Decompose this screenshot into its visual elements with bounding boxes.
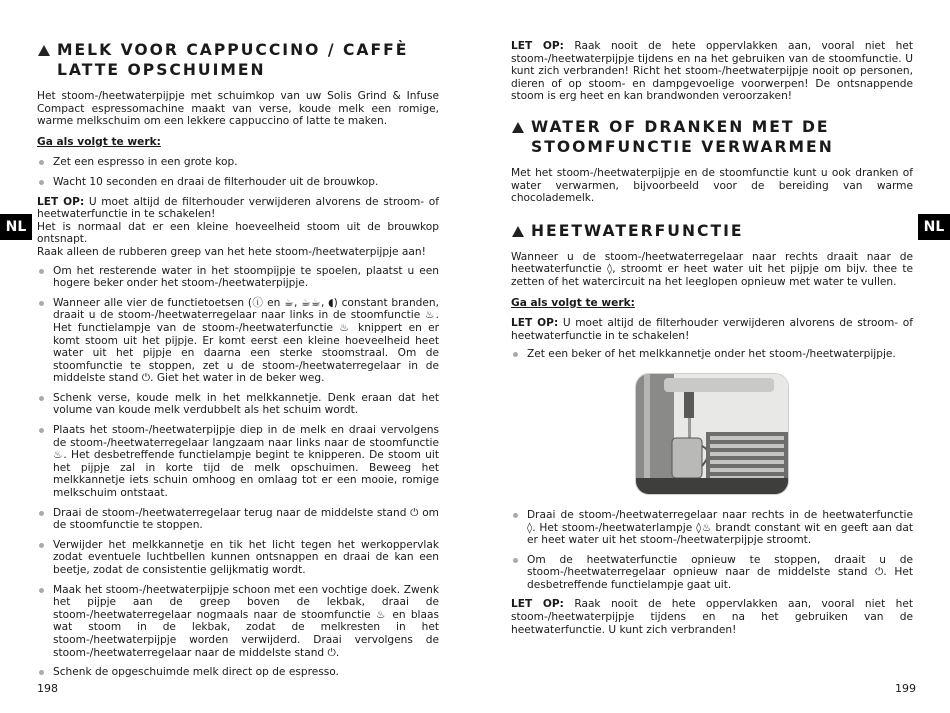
steps-title: Ga als volgt te werk: [37,135,161,148]
list-item: Draai de stoom-/heetwaterregelaar naar rechts in de heetwaterfunctie ◊. Het stoom-/heetwaterlampje ◊♨ brandt constant wit en geeft aan dat er heet water uit het stoom-/heetwaterpijpje stroomt. [511,509,913,547]
right-page [511,40,913,642]
list-item: Verwijder het melkkannetje en tik het licht tegen het werkoppervlak zodat eventuele luchtbellen kunnen ontsnappen en draai de kan een beetje, zodat de consistentie gelijkmatig wordt. [37,539,439,577]
heading-text: MELK VOOR CAPPUCCINO / CAFFÈ LATTE OPSCHUIMEN [57,41,409,79]
steps-title: Ga als volgt te werk: [511,296,635,309]
bullet-list-a [511,348,913,361]
language-tab-right: NL [918,214,950,240]
heading-text: WATER OF DRANKEN MET DE STOOMFUNCTIE VERWARMEN [531,117,834,156]
list-item: Wacht 10 seconden en draai de filterhouder uit de brouwkop. [37,176,439,189]
page-number-right: 199 [895,682,916,695]
list-item: Schenk verse, koude melk in het melkkannetje. Denk eraan dat het volume van koude melk verdubbelt als het schuim wordt. [37,392,439,417]
list-item: Wanneer alle vier de functietoetsen (ⓘ en ☕, ☕☕, ◖) constant branden, draait u de stoom-/heetwaterregelaar naar links in de stoomfunctie ♨. Het functielampje van de stoom-/heetwaterfunctie ♨ knippert en er komt stoom uit het pijpje. Er komt eerst een kleine hoeveelheid heet water uit het pijpje en daarna een sterke stoomstraal. Om de stoomfunctie te stoppen, zet u de stoom-/heetwaterregelaar in de middelste stand ⏻. Giet het water in de beker weg. [37,297,439,385]
espresso-machine-photo [635,373,789,495]
list-item: Zet een espresso in een grote kop. [37,156,439,169]
page-number-left: 198 [37,682,58,695]
language-tab-left: NL [0,214,32,240]
bullet-list-b [511,509,913,592]
warning-text: Raak nooit de hete oppervlakken aan, vooral niet het stoom-/heetwaterpijpje tijdens en na het gebruiken van de heetwaterfunctie. U kunt zich verbranden! [511,598,913,636]
heading-hot-water [511,221,913,241]
list-item: Om het resterende water in het stoompijpje te spoelen, plaatst u een hogere beker onder het stoom-/heetwaterpijpje. [37,265,439,290]
list-item: Plaats het stoom-/heetwaterpijpje diep in de melk en draai vervolgens de stoom-/heetwaterregelaar langzaam naar links naar de stoomfunctie ♨. Het desbetreffende functielampje begint te knipperen. De stoom uit het pijpje zal in korte tijd de melk opschuimen. Beweeg het melkkannetje iets schuin omhoog en omlaag tot er een mooie, romige melkschuim ontstaat. [37,424,439,500]
warning-label: LET OP: [511,40,564,52]
left-page [37,40,439,686]
grip-warning-text: Raak alleen de rubberen greep van het hete stoom-/heetwaterpijpje aan! [37,245,426,258]
steam-heating-paragraph: Met het stoom-/heetwaterpijpje en de stoomfunctie kunt u ook dranken of water verwarmen, bijvoorbeeld voor de bereiding van warme chocolademelk. [511,166,913,205]
bullet-list-b [37,265,439,679]
list-item: Om de heetwaterfunctie opnieuw te stoppen, draait u de stoom-/heetwaterregelaar opnieuw naar de middelste stand ⏻. Het desbetreffende functielampje gaat uit. [511,554,913,592]
warning-label: LET OP: [511,598,564,611]
triangle-bullet-icon [512,226,524,237]
list-item: Schenk de opgeschuimde melk direct op de espresso. [37,666,439,679]
heading-steam-heating [511,117,913,157]
note-text: U moet altijd de filterhouder verwijderen alvorens de stroom- of heetwaterfunctie in te schakelen! [37,195,439,221]
warning-paragraph [511,40,913,103]
triangle-bullet-icon [512,122,524,133]
heading-text: HEETWATERFUNCTIE [531,221,744,240]
triangle-bullet-icon [38,45,50,56]
note-paragraph [37,196,439,221]
heading-milk-frothing [37,40,439,80]
note-label: LET OP: [37,195,85,208]
list-item: Draai de stoom-/heetwaterregelaar terug naar de middelste stand ⏻ om de stoomfunctie te stoppen. [37,507,439,532]
hot-water-paragraph: Wanneer u de stoom-/heetwaterregelaar naar rechts draait naar de heetwaterfunctie ◊, stroomt er heet water uit het pijpje om bijv. thee te zetten of het watercircuit na het leeglopen opnieuw met water te vullen. [511,250,913,288]
note-label: LET OP: [511,317,559,330]
intro-paragraph: Het stoom-/heetwaterpijpje met schuimkop van uw Solis Grind & Infuse Compact espressomachine maakt van verse, koude melk een romige, warme melkschuim om een lekkere cappuccino of latte te maken. [37,90,439,128]
warning-text: Raak nooit de hete oppervlakken aan, vooral niet het stoom-/heetwaterpijpje tijdens en na het gebruiken van de stoomfunctie. U kunt zich verbranden! Richt het stoom-/heetwaterpijpje nooit op personen, dieren of op stoom- en dampgevoelige voorwerpen! De ontsnappende stoom is erg heet en kan brandwonden veroorzaken! [511,40,913,103]
normal-steam-text: Het is normaal dat er een kleine hoeveelheid stoom uit de brouwkop ontsnapt. [37,220,439,246]
bullet-list-a [37,156,439,188]
list-item: Maak het stoom-/heetwaterpijpje schoon met een vochtige doek. Zwenk het pijpje aan de greep boven de lekbak, draai de stoom-/heetwaterregelaar nogmaals naar de stoomfunctie ♨ en blaas wat stoom in de lekbak, zodat de melkresten in het stoom-/heetwaterpijpje worden verwijderd. Draai vervolgens de stoom-/heetwaterregelaar naar de middelste stand ⏻. [37,584,439,660]
note-paragraph [511,317,913,342]
note-text: U moet altijd de filterhouder verwijderen alvorens de stroom- of heetwaterfunctie in te schakelen! [511,317,913,342]
warning-paragraph-2 [511,598,913,636]
list-item: Zet een beker of het melkkannetje onder het stoom-/heetwaterpijpje. [511,348,913,361]
